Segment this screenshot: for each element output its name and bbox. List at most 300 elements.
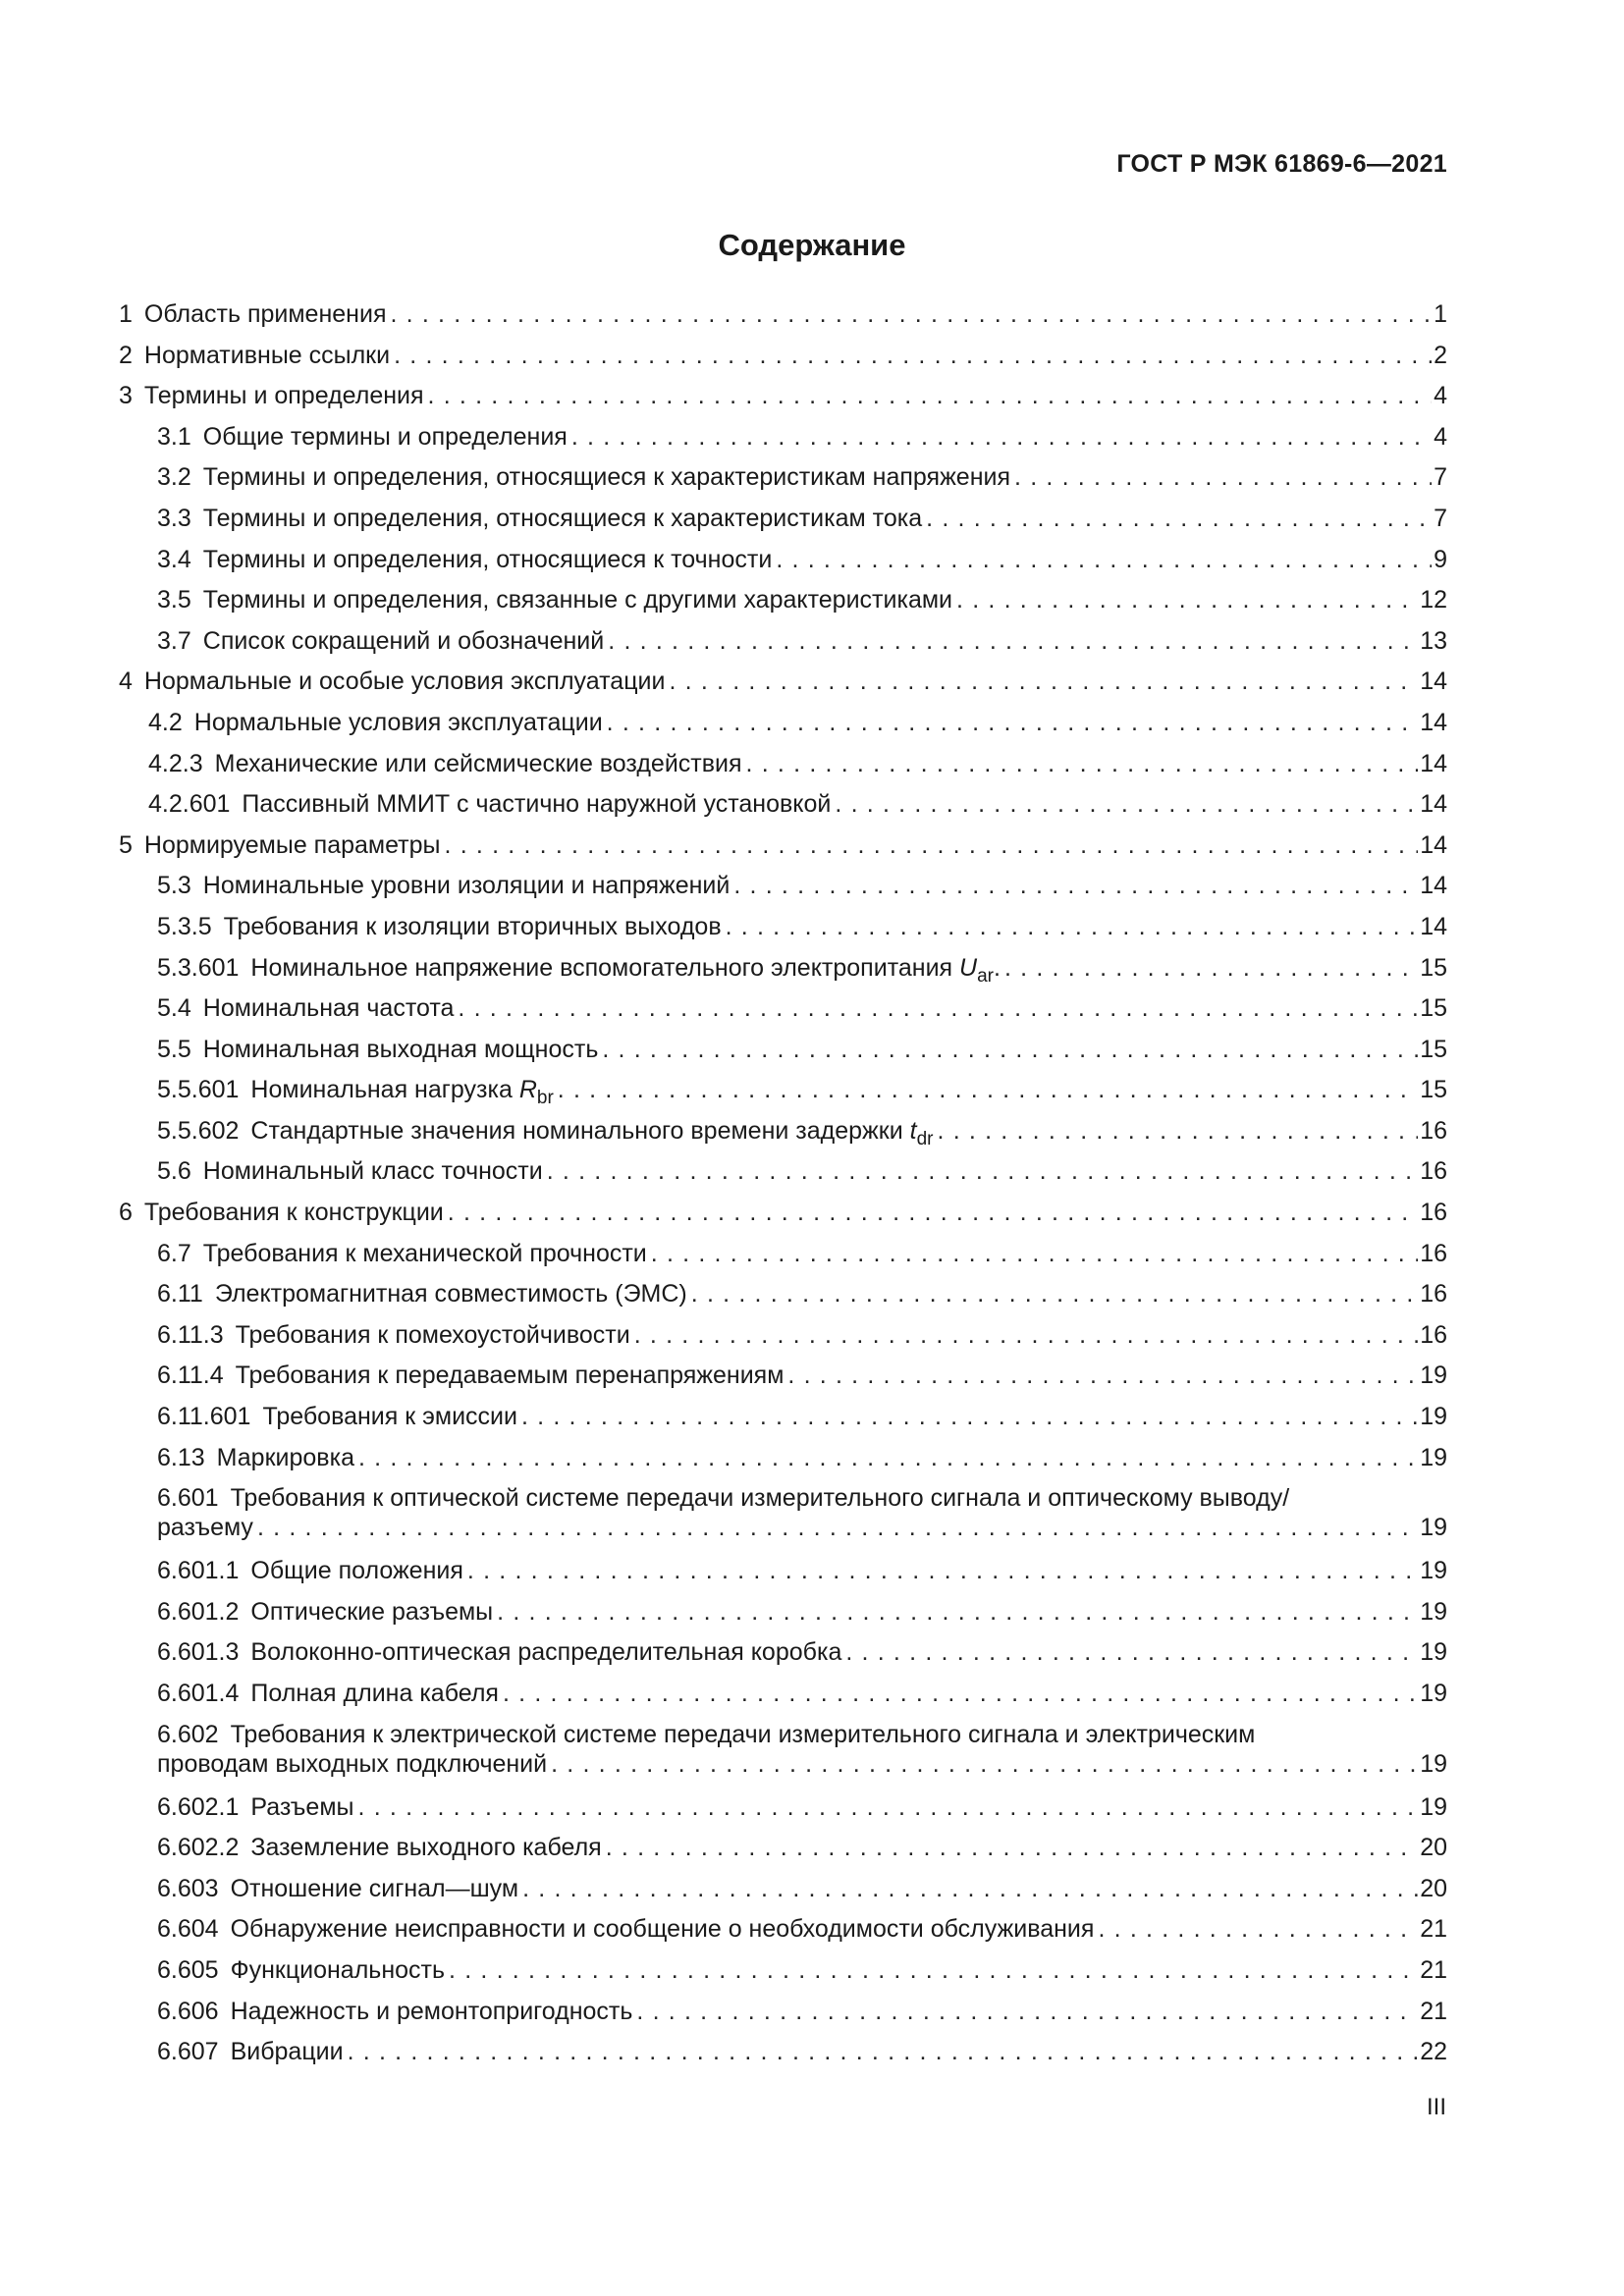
toc-entry-title: Термины и определения, относящиеся к точности bbox=[202, 545, 773, 573]
toc-entry-number: 4.2.601 bbox=[148, 790, 231, 819]
toc-entry-page: 21 bbox=[1420, 1915, 1447, 1944]
toc-entry[interactable] bbox=[119, 1792, 1447, 1834]
toc-entry-page: 4 bbox=[1434, 382, 1447, 410]
toc-leader-dots bbox=[521, 1402, 1418, 1431]
toc-entry-page: 19 bbox=[1420, 1680, 1447, 1707]
toc-entry-line bbox=[119, 667, 1447, 696]
toc-entry-line bbox=[119, 341, 1447, 370]
toc-entry-number: 3.4 bbox=[157, 545, 191, 573]
toc-entry-page: 16 bbox=[1420, 1239, 1447, 1267]
toc-leader-dots bbox=[445, 830, 1419, 860]
toc-entry[interactable] bbox=[119, 953, 1447, 994]
toc-entry-label bbox=[157, 1556, 463, 1585]
toc-entry-label bbox=[157, 1156, 543, 1186]
toc-entry-label bbox=[157, 871, 730, 900]
toc-entry-symbol: U bbox=[959, 953, 978, 982]
toc-entry-number: 6.602.2 bbox=[157, 1834, 240, 1862]
toc-entry-line bbox=[157, 912, 1447, 941]
toc-entry-first-line bbox=[157, 1720, 1447, 1749]
toc-entry[interactable] bbox=[119, 422, 1447, 463]
toc-leader-dots bbox=[390, 299, 1432, 329]
toc-entry-label bbox=[157, 1443, 354, 1472]
toc-entry-label bbox=[157, 626, 604, 656]
toc-entry-title: Надежность и ремонтопригодность bbox=[230, 1997, 633, 2025]
toc-entry-line bbox=[119, 1198, 1447, 1227]
toc-entry-page: 22 bbox=[1420, 2038, 1447, 2066]
toc-entry-number: 3.1 bbox=[157, 422, 191, 451]
toc-entry[interactable] bbox=[119, 626, 1447, 667]
toc-entry-label bbox=[119, 381, 424, 410]
toc-entry[interactable] bbox=[119, 1239, 1447, 1280]
toc-entry-title: Требования к передаваемым перенапряжениям bbox=[235, 1362, 785, 1390]
toc-entry-page: 21 bbox=[1420, 1955, 1447, 1984]
toc-entry-label bbox=[119, 1198, 444, 1227]
toc-entry-page: 15 bbox=[1420, 1076, 1447, 1104]
toc-entry-title: Общие положения bbox=[250, 1557, 463, 1585]
toc-entry-title: Номинальное напряжение вспомогательного электропитания bbox=[250, 953, 953, 982]
toc-leader-dots bbox=[1014, 462, 1432, 492]
toc-entry-number: 6.601 bbox=[157, 1484, 219, 1513]
toc-entry[interactable] bbox=[119, 1955, 1447, 1997]
toc-entry[interactable] bbox=[119, 1720, 1447, 1792]
toc-entry-title: Волоконно-оптическая распределительная коробка bbox=[250, 1638, 842, 1667]
toc-entry[interactable] bbox=[119, 1556, 1447, 1597]
toc-entry-title: Требования к оптической системе передачи измерительного сигнала и оптическому выводу/ bbox=[230, 1484, 1290, 1513]
toc-entry-number: 6.11 bbox=[157, 1280, 203, 1308]
toc-entry-title: Термины и определения bbox=[143, 382, 424, 410]
toc-entry-title: Обнаружение неисправности и сообщение о необходимости обслуживания bbox=[230, 1915, 1095, 1944]
toc-leader-dots bbox=[503, 1679, 1418, 1708]
toc-entry-label bbox=[157, 1402, 517, 1431]
toc-entry-page: 19 bbox=[1420, 1749, 1447, 1778]
toc-entry-title: Стандартные значения номинального времени задержки bbox=[250, 1116, 903, 1145]
toc-entry-label bbox=[157, 1075, 554, 1109]
toc-entry-page: 16 bbox=[1420, 1157, 1447, 1186]
toc-entry-page: 9 bbox=[1434, 545, 1447, 573]
toc-entry-number: 6.601.1 bbox=[157, 1557, 240, 1585]
toc-entry[interactable] bbox=[119, 1597, 1447, 1638]
toc-entry-page: 15 bbox=[1420, 994, 1447, 1023]
toc-entry-title: Область применения bbox=[143, 300, 387, 328]
toc-entry-line bbox=[157, 1955, 1447, 1985]
toc-entry-first-line bbox=[157, 1483, 1447, 1513]
toc-leader-dots bbox=[606, 1833, 1418, 1862]
toc-entry[interactable] bbox=[119, 381, 1447, 422]
toc-entry-page: 19 bbox=[1420, 1638, 1447, 1667]
toc-entry-page: 19 bbox=[1420, 1557, 1447, 1585]
toc-entry-label bbox=[148, 789, 831, 819]
toc-entry-line bbox=[119, 299, 1447, 329]
toc-entry[interactable] bbox=[119, 667, 1447, 708]
toc-entry-label bbox=[157, 1597, 493, 1627]
toc-entry-line bbox=[157, 1075, 1447, 1109]
toc-entry-label bbox=[157, 1035, 598, 1064]
toc-entry-title: Полная длина кабеля bbox=[250, 1680, 499, 1707]
toc-entry-page: 19 bbox=[1420, 1362, 1447, 1390]
toc-entry-number: 5.6 bbox=[157, 1157, 191, 1186]
toc-leader-dots bbox=[497, 1597, 1418, 1627]
toc-entry-number: 6.606 bbox=[157, 1997, 219, 2025]
toc-entry-symbol-subscript: ar bbox=[977, 965, 994, 987]
toc-entry[interactable] bbox=[119, 1198, 1447, 1239]
toc-entry-line bbox=[157, 504, 1447, 533]
toc-entry-line bbox=[157, 585, 1447, 614]
toc-entry-page: 12 bbox=[1420, 586, 1447, 614]
toc-entry-number: 6.607 bbox=[157, 2038, 219, 2066]
toc-entry-title: Отношение сигнал—шум bbox=[230, 1874, 519, 1902]
toc-entry[interactable] bbox=[119, 1035, 1447, 1076]
toc-entry-title: Требования к изоляции вторичных выходов bbox=[223, 912, 722, 940]
toc-leader-dots bbox=[634, 1320, 1418, 1350]
toc-entry-number: 6.11.3 bbox=[157, 1320, 224, 1349]
toc-entry-label bbox=[148, 749, 742, 778]
toc-entry-number: 2 bbox=[119, 341, 133, 369]
toc-entry-label bbox=[157, 1679, 499, 1708]
toc-entry-label bbox=[119, 341, 390, 370]
toc-entry-line bbox=[157, 1749, 1447, 1779]
toc-leader-dots bbox=[636, 1997, 1418, 2026]
toc-leader-dots bbox=[938, 1116, 1419, 1146]
toc-entry-label bbox=[157, 462, 1010, 492]
toc-entry-line bbox=[157, 1914, 1447, 1944]
toc-entry-page: 21 bbox=[1420, 1997, 1447, 2025]
toc-entry-label bbox=[119, 299, 386, 329]
document-code: ГОСТ Р МЭК 61869-6—2021 bbox=[1116, 150, 1447, 178]
toc-entry-number: 3 bbox=[119, 382, 133, 410]
toc-entry-line bbox=[157, 1833, 1447, 1862]
toc-leader-dots bbox=[651, 1239, 1418, 1268]
toc-entry-title: Общие термины и определения bbox=[202, 422, 568, 451]
toc-entry-page: 14 bbox=[1420, 749, 1447, 777]
toc-leader-dots bbox=[691, 1279, 1418, 1308]
toc-title: Содержание bbox=[718, 228, 906, 262]
toc-entry-line bbox=[157, 1361, 1447, 1390]
toc-entry-number: 6.601.4 bbox=[157, 1680, 240, 1707]
toc-entry-title-continued: проводам выходных подключений bbox=[157, 1749, 548, 1778]
toc-leader-dots bbox=[1098, 1914, 1418, 1944]
toc-entry[interactable] bbox=[119, 299, 1447, 341]
toc-entry-title: Термины и определения, относящиеся к характеристикам тока bbox=[202, 504, 923, 532]
toc-entry-number: 6.602.1 bbox=[157, 1792, 240, 1821]
toc-entry[interactable] bbox=[119, 2037, 1447, 2078]
toc-entry[interactable] bbox=[119, 1914, 1447, 1955]
toc-entry-label bbox=[157, 1833, 602, 1862]
toc-leader-dots bbox=[669, 667, 1418, 696]
toc-entry-label bbox=[157, 504, 922, 533]
toc-leader-dots bbox=[956, 585, 1418, 614]
toc-leader-dots bbox=[845, 1637, 1418, 1667]
toc-entry-label bbox=[157, 1997, 632, 2026]
toc-entry[interactable] bbox=[119, 1116, 1447, 1157]
toc-entry-page: 19 bbox=[1420, 1597, 1447, 1626]
toc-entry-page: 16 bbox=[1420, 1280, 1447, 1308]
toc-entry-number: 3.2 bbox=[157, 463, 191, 492]
toc-entry-label bbox=[148, 708, 603, 737]
toc-entry-label bbox=[157, 2037, 344, 2066]
toc-entry-page: 15 bbox=[1420, 953, 1447, 982]
toc-entry-number: 6.605 bbox=[157, 1955, 219, 1984]
toc-entry-page: 13 bbox=[1420, 626, 1447, 655]
toc-entry-page: 19 bbox=[1420, 1792, 1447, 1821]
toc-entry[interactable] bbox=[119, 1279, 1447, 1320]
toc-entry-number: 6.7 bbox=[157, 1239, 191, 1267]
toc-entry-line bbox=[157, 626, 1447, 656]
toc-entry-line bbox=[157, 1679, 1447, 1708]
toc-entry[interactable] bbox=[119, 1833, 1447, 1874]
toc-entry-label bbox=[157, 585, 952, 614]
toc-entry[interactable] bbox=[119, 1361, 1447, 1402]
toc-leader-dots bbox=[358, 1792, 1419, 1822]
toc-entry-page: 14 bbox=[1420, 912, 1447, 940]
toc-entry[interactable] bbox=[119, 341, 1447, 382]
toc-entry-line bbox=[119, 381, 1447, 410]
toc-entry-label bbox=[119, 830, 441, 860]
toc-entry-label bbox=[157, 1320, 630, 1350]
toc-leader-dots bbox=[257, 1513, 1418, 1542]
toc-leader-dots bbox=[348, 2037, 1419, 2066]
toc-leader-dots bbox=[428, 381, 1433, 410]
toc-entry-title: Оптические разъемы bbox=[250, 1597, 494, 1626]
toc-entry-line bbox=[157, 871, 1447, 900]
toc-entry[interactable] bbox=[119, 504, 1447, 545]
toc-entry-title-continued: разъему bbox=[157, 1514, 253, 1542]
toc-leader-dots bbox=[608, 626, 1418, 656]
toc-entry-label bbox=[157, 422, 568, 452]
toc-leader-dots bbox=[926, 504, 1432, 533]
toc-entry-line bbox=[157, 1792, 1447, 1822]
toc-entry-label bbox=[157, 1914, 1094, 1944]
toc-entry[interactable] bbox=[119, 1997, 1447, 2038]
toc-entry-line bbox=[157, 1320, 1447, 1350]
toc-entry-line bbox=[157, 993, 1447, 1023]
toc-entry-label bbox=[157, 912, 722, 941]
toc-entry[interactable] bbox=[119, 789, 1447, 830]
toc-entry[interactable] bbox=[119, 1679, 1447, 1720]
toc-entry-number: 6.602 bbox=[157, 1720, 219, 1748]
toc-entry-number: 5 bbox=[119, 830, 133, 859]
toc-entry[interactable] bbox=[119, 871, 1447, 912]
toc-entry-page: 19 bbox=[1420, 1443, 1447, 1471]
toc-entry-title: Номинальная нагрузка bbox=[250, 1076, 513, 1104]
toc-leader-dots bbox=[558, 1075, 1418, 1104]
toc-entry-label bbox=[157, 953, 1001, 987]
toc-entry-page: 7 bbox=[1434, 463, 1447, 492]
toc-leader-dots bbox=[449, 1955, 1418, 1985]
toc-entry-number: 6.601.3 bbox=[157, 1638, 240, 1667]
toc-entry[interactable] bbox=[119, 749, 1447, 790]
toc-entry[interactable] bbox=[119, 830, 1447, 872]
toc-entry-page: 14 bbox=[1420, 667, 1447, 696]
toc-entry-label bbox=[157, 993, 454, 1023]
toc-entry-number: 4.2 bbox=[148, 708, 183, 736]
toc-entry-title: Номинальные уровни изоляции и напряжений bbox=[202, 872, 731, 900]
toc-entry-line bbox=[157, 1556, 1447, 1585]
toc-leader-dots bbox=[787, 1361, 1418, 1390]
toc-entry-line bbox=[157, 1402, 1447, 1431]
toc-entry-title: Электромагнитная совместимость (ЭМС) bbox=[214, 1280, 687, 1308]
toc-entry-title: Номинальный класс точности bbox=[202, 1157, 543, 1186]
toc-entry-page: 14 bbox=[1420, 708, 1447, 736]
toc-entry[interactable] bbox=[119, 1320, 1447, 1362]
toc-entry[interactable] bbox=[119, 462, 1447, 504]
toc-entry-number: 3.5 bbox=[157, 586, 191, 614]
toc-entry-title: Нормальные и особые условия эксплуатации bbox=[143, 667, 666, 696]
toc-entry[interactable] bbox=[119, 1874, 1447, 1915]
toc-leader-dots bbox=[448, 1198, 1418, 1227]
toc-entry-title: Нормируемые параметры bbox=[143, 830, 441, 859]
toc-entry-number: 6.11.601 bbox=[157, 1403, 251, 1431]
toc-leader-dots bbox=[551, 1749, 1418, 1779]
toc-entry-symbol-subscript: br bbox=[536, 1088, 554, 1109]
toc-entry-label bbox=[157, 1116, 934, 1149]
toc-entry-label bbox=[157, 1955, 445, 1985]
toc-entry-number: 5.5 bbox=[157, 1035, 191, 1063]
toc-entry-line bbox=[157, 1035, 1447, 1064]
toc-entry[interactable] bbox=[119, 1402, 1447, 1443]
toc-entry-number: 4 bbox=[119, 667, 133, 696]
toc-entry-symbol: R bbox=[518, 1076, 537, 1104]
toc-leader-dots bbox=[547, 1156, 1418, 1186]
toc-entry-line bbox=[157, 1239, 1447, 1268]
toc-leader-dots bbox=[467, 1556, 1418, 1585]
toc-entry-label bbox=[157, 1637, 841, 1667]
toc-entry-number: 5.4 bbox=[157, 994, 191, 1023]
toc-entry-label bbox=[157, 1239, 647, 1268]
toc-entry-number: 5.3.601 bbox=[157, 953, 240, 982]
toc-entry-label bbox=[119, 667, 665, 696]
toc-entry-line bbox=[157, 462, 1447, 492]
toc-entry-line bbox=[157, 953, 1447, 987]
toc-entry-number: 6.601.2 bbox=[157, 1597, 240, 1626]
toc-entry[interactable] bbox=[119, 585, 1447, 626]
toc-entry-line bbox=[157, 545, 1447, 574]
toc-entry-line bbox=[157, 1637, 1447, 1667]
toc-entry[interactable] bbox=[119, 545, 1447, 586]
toc-entry-page: 4 bbox=[1434, 422, 1447, 451]
toc-entry-title: Требования к электрической системе передачи измерительного сигнала и электрическим bbox=[230, 1720, 1256, 1748]
toc-entry-page: 1 bbox=[1434, 300, 1447, 328]
toc-entry-label bbox=[157, 1361, 784, 1390]
toc-entry-line bbox=[157, 1443, 1447, 1472]
toc-entry-label bbox=[157, 1874, 518, 1903]
toc-entry-page: 14 bbox=[1420, 830, 1447, 859]
toc-entry-page: 14 bbox=[1420, 790, 1447, 819]
toc-leader-dots bbox=[607, 708, 1419, 737]
toc-entry[interactable] bbox=[119, 708, 1447, 749]
toc-entry[interactable] bbox=[119, 993, 1447, 1035]
toc-entry-number: 4.2.3 bbox=[148, 749, 203, 777]
toc-entry-line bbox=[157, 1874, 1447, 1903]
toc-entry-title: Список сокращений и обозначений bbox=[202, 626, 605, 655]
toc-entry-line bbox=[157, 1597, 1447, 1627]
toc-entry-line bbox=[157, 422, 1447, 452]
toc-entry-line bbox=[157, 1279, 1447, 1308]
toc-entry-number: 3.7 bbox=[157, 626, 191, 655]
toc-entry-line bbox=[148, 749, 1447, 778]
toc-entry-title: Термины и определения, связанные с другими характеристиками bbox=[202, 586, 952, 614]
toc-entry-page: 16 bbox=[1420, 1320, 1447, 1349]
toc-entry-title: Механические или сейсмические воздействия bbox=[214, 749, 742, 777]
toc-entry-page: 19 bbox=[1420, 1403, 1447, 1431]
toc-entry-line bbox=[119, 830, 1447, 860]
toc-entry-line bbox=[157, 1997, 1447, 2026]
toc-entry-title: Нормативные ссылки bbox=[143, 341, 391, 369]
toc-entry-title: Требования к эмиссии bbox=[262, 1403, 517, 1431]
toc-entry-line bbox=[148, 708, 1447, 737]
toc-leader-dots bbox=[458, 993, 1418, 1023]
toc-leader-dots bbox=[602, 1035, 1418, 1064]
toc-entry-title: Функциональность bbox=[230, 1955, 446, 1984]
toc-entry-number: 3.3 bbox=[157, 504, 191, 532]
toc-leader-dots bbox=[746, 749, 1419, 778]
toc-entry-number: 6 bbox=[119, 1199, 133, 1227]
toc-entry-title: Требования к помехоустойчивости bbox=[235, 1320, 630, 1349]
toc-entry-title: Заземление выходного кабеля bbox=[250, 1834, 602, 1862]
toc-entry[interactable] bbox=[119, 1075, 1447, 1116]
toc-entry-page: 2 bbox=[1434, 341, 1447, 369]
toc-entry-number: 5.3 bbox=[157, 872, 191, 900]
toc-entry-number: 6.603 bbox=[157, 1874, 219, 1902]
toc-entry-page: 16 bbox=[1420, 1199, 1447, 1227]
toc-entry-number: 6.11.4 bbox=[157, 1362, 224, 1390]
toc-entry-page: 20 bbox=[1420, 1834, 1447, 1862]
toc-entry-number: 5.5.601 bbox=[157, 1076, 240, 1104]
toc-entry-line bbox=[157, 2037, 1447, 2066]
toc-entry-title: Нормальные условия эксплуатации bbox=[193, 708, 603, 736]
toc-entry-number: 6.13 bbox=[157, 1443, 205, 1471]
toc-entry-title: Требования к механической прочности bbox=[202, 1239, 647, 1267]
toc-entry-number: 5.5.602 bbox=[157, 1116, 240, 1145]
toc-entry-title: Маркировка bbox=[216, 1443, 354, 1471]
toc-entry-number: 1 bbox=[119, 300, 133, 328]
toc-entry-page: 7 bbox=[1434, 504, 1447, 532]
toc-entry-title: Пассивный ММИТ с частично наружной установкой bbox=[242, 790, 832, 819]
toc-entry-number: 5.3.5 bbox=[157, 912, 212, 940]
toc-entry-line bbox=[157, 1116, 1447, 1149]
toc-leader-dots bbox=[835, 789, 1418, 819]
toc-entry-page: 16 bbox=[1420, 1116, 1447, 1145]
toc-entry-title: Разъемы bbox=[250, 1792, 354, 1821]
toc-entry-label bbox=[157, 545, 772, 574]
toc-entry-line bbox=[157, 1513, 1447, 1542]
toc-leader-dots bbox=[522, 1874, 1418, 1903]
toc-entry[interactable] bbox=[119, 912, 1447, 953]
toc-entry-page: 14 bbox=[1420, 872, 1447, 900]
toc-entry-label bbox=[157, 1792, 354, 1822]
toc-leader-dots bbox=[394, 341, 1432, 370]
toc-entry-page: 19 bbox=[1420, 1514, 1447, 1542]
toc-entry-title: Требования к конструкции bbox=[143, 1199, 444, 1227]
toc-leader-dots bbox=[1004, 953, 1418, 983]
toc-leader-dots bbox=[571, 422, 1432, 452]
toc-entry[interactable] bbox=[119, 1156, 1447, 1198]
toc-leader-dots bbox=[358, 1443, 1418, 1472]
toc-entry-title: Вибрации bbox=[230, 2038, 344, 2066]
toc-entry-tail: . bbox=[994, 953, 1001, 982]
toc-entry[interactable] bbox=[119, 1637, 1447, 1679]
toc-entry-symbol-subscript: dr bbox=[916, 1128, 934, 1149]
toc-entry[interactable] bbox=[119, 1483, 1447, 1556]
toc-entry-line bbox=[157, 1156, 1447, 1186]
toc-entry-title: Номинальная выходная мощность bbox=[202, 1035, 599, 1063]
toc-entry[interactable] bbox=[119, 1443, 1447, 1484]
toc-entry-number: 6.604 bbox=[157, 1915, 219, 1944]
toc-leader-dots bbox=[726, 912, 1419, 941]
table-of-contents bbox=[119, 299, 1447, 2078]
page-number: III bbox=[1426, 2094, 1446, 2120]
toc-entry-page: 15 bbox=[1420, 1035, 1447, 1063]
toc-entry-label bbox=[157, 1279, 687, 1308]
